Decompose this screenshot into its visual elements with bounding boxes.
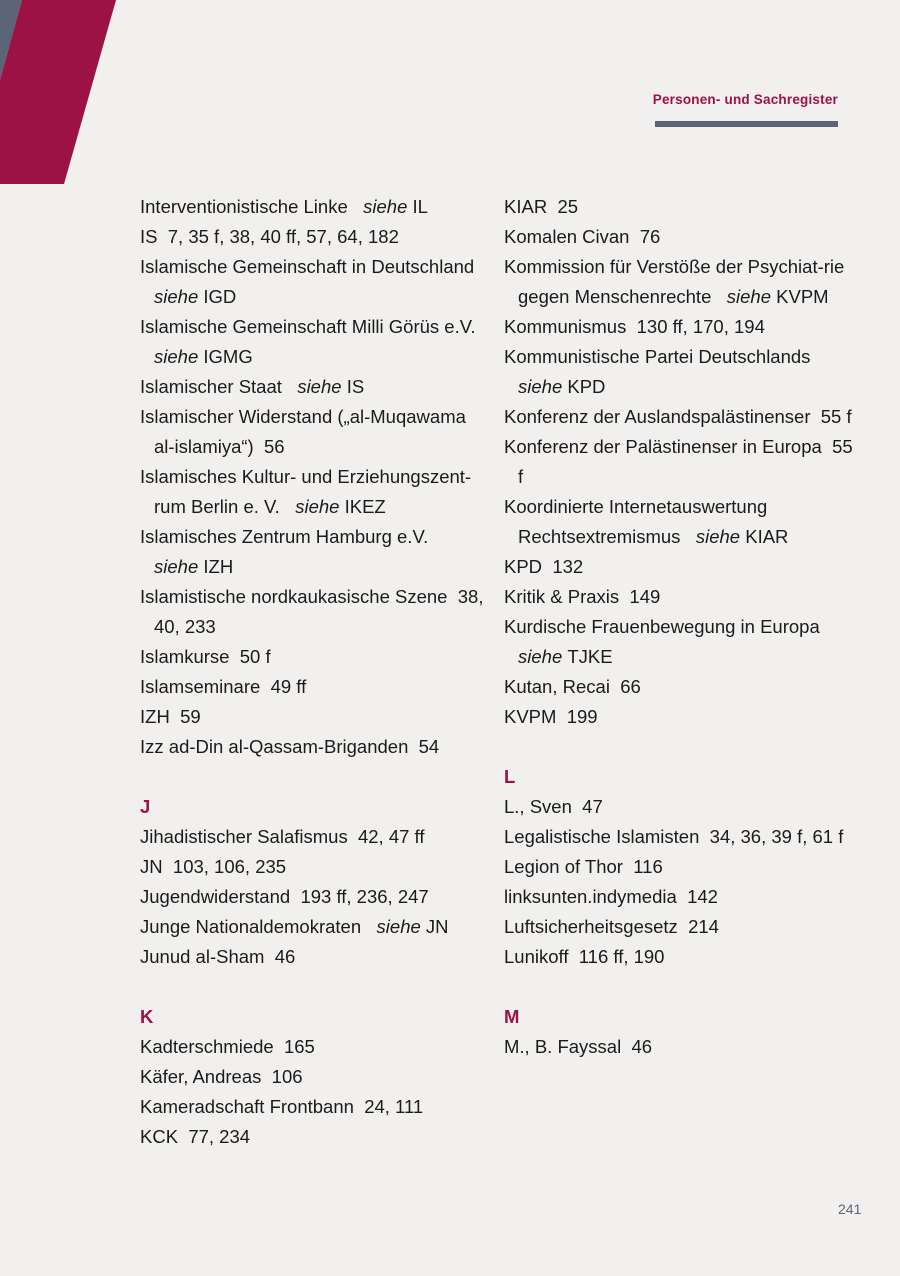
entry-term: Izz ad-Din al-Qassam-Briganden (140, 736, 409, 757)
index-column-left (140, 192, 490, 1152)
see-reference-target: KVPM (776, 286, 829, 307)
entry-pages: 34, 36, 39 f, 61 f (709, 826, 844, 847)
entry-term: Kritik & Praxis (504, 586, 620, 607)
entry-term: Kommunismus (504, 316, 627, 337)
see-reference-target: IS (346, 376, 365, 397)
entry-pages: 38, 40, 233 (154, 586, 484, 637)
index-entry (504, 222, 854, 252)
entry-pages: 149 (629, 586, 661, 607)
entry-term: Kommission für Verstöße der Psychiat-rie gegen Menschenrechte (504, 256, 845, 307)
entry-term: Junud al-Sham (140, 946, 265, 967)
index-entry (140, 1062, 490, 1092)
index-entry (140, 702, 490, 732)
section-letter: L (504, 766, 516, 787)
index-entry (504, 402, 854, 432)
index-entry (504, 942, 854, 972)
entry-term: Lunikoff (504, 946, 569, 967)
entry-term: Legion of Thor (504, 856, 623, 877)
entry-pages: 55 f (820, 406, 852, 427)
index-entry (504, 582, 854, 612)
entry-term: Kutan, Recai (504, 676, 610, 697)
index-entry (504, 432, 854, 492)
entry-pages: 214 (688, 916, 719, 937)
entry-term: KPD (504, 556, 543, 577)
index-entry (140, 912, 490, 942)
entry-pages: 130 ff, 170, 194 (636, 316, 765, 337)
entry-pages: 142 (687, 886, 718, 907)
index-entry (140, 732, 490, 762)
index-entry (140, 312, 490, 372)
see-reference-label: siehe (518, 376, 563, 397)
entry-pages: 165 (283, 1036, 315, 1057)
index-entry (140, 642, 490, 672)
entry-term: Islamkurse (140, 646, 230, 667)
index-entry (140, 942, 490, 972)
entry-pages: 76 (639, 226, 661, 247)
entry-term: Luftsicherheitsgesetz (504, 916, 678, 937)
index-column-right (504, 192, 854, 1062)
index-entry (504, 312, 854, 342)
entry-term: linksunten.indymedia (504, 886, 677, 907)
entry-term: Jugendwiderstand (140, 886, 291, 907)
entry-pages: 106 (271, 1066, 303, 1087)
entry-term: KCK (140, 1126, 179, 1147)
entry-term: Konferenz der Auslandspalästinenser (504, 406, 811, 427)
entry-pages: 46 (631, 1036, 653, 1057)
see-reference-target: IKEZ (344, 496, 386, 517)
entry-pages: 25 (557, 196, 579, 217)
entry-pages: 7, 35 f, 38, 40 ff, 57, 64, 182 (167, 226, 399, 247)
index-entry (504, 882, 854, 912)
see-reference-target: JN (425, 916, 449, 937)
index-entry (504, 252, 854, 312)
index-entry (140, 402, 490, 462)
entry-term: L., Sven (504, 796, 572, 817)
entry-term: Islamischer Staat (140, 376, 282, 397)
index-entry (140, 1122, 490, 1152)
index-entry (504, 1032, 854, 1062)
entry-pages: 59 (180, 706, 201, 727)
see-reference-label: siehe (726, 286, 772, 307)
entry-pages: 56 (263, 436, 285, 457)
see-reference-label: siehe (695, 526, 741, 547)
index-entry (140, 672, 490, 702)
see-reference-target: KIAR (745, 526, 789, 547)
index-entry (504, 702, 854, 732)
entry-term: Kameradschaft Frontbann (140, 1096, 354, 1117)
see-reference-label: siehe (518, 646, 563, 667)
index-entry (140, 852, 490, 882)
entry-pages: 55 f (518, 436, 853, 487)
entry-pages: 42, 47 ff (357, 826, 425, 847)
see-reference-label: siehe (154, 286, 199, 307)
index-entry (504, 912, 854, 942)
index-entry (504, 672, 854, 702)
entry-term: M., B. Fayssal (504, 1036, 622, 1057)
index-entry (140, 462, 490, 522)
section-letter: J (140, 796, 151, 817)
index-entry (140, 192, 490, 222)
entry-pages: 50 f (239, 646, 271, 667)
entry-term: Komalen Civan (504, 226, 630, 247)
index-entry (140, 522, 490, 582)
entry-pages: 77, 234 (188, 1126, 251, 1147)
entry-term: Islamistische nordkaukasische Szene (140, 586, 448, 607)
entry-pages: 24, 111 (364, 1096, 424, 1117)
entry-pages: 47 (582, 796, 603, 817)
entry-term: Konferenz der Palästinenser in Europa (504, 436, 822, 457)
entry-pages: 193 ff, 236, 247 (300, 886, 429, 907)
see-reference-target: IGD (203, 286, 237, 307)
entry-term: Kurdische Frauenbewegung in Europa (504, 616, 820, 637)
page-number: 241 (838, 1201, 862, 1217)
index-entry (140, 222, 490, 252)
entry-pages: 199 (566, 706, 598, 727)
entry-term: Islamseminare (140, 676, 261, 697)
entry-pages: 103, 106, 235 (172, 856, 287, 877)
running-header-title: Personen- und Sachregister (652, 92, 838, 107)
entry-pages: 116 (633, 856, 663, 877)
entry-term: Islamisches Kultur- und Erziehungszent-rum Berlin e. V. (140, 466, 472, 517)
entry-pages: 66 (620, 676, 641, 697)
see-reference-label: siehe (363, 196, 408, 217)
index-entry (504, 612, 854, 672)
index-entry (504, 792, 854, 822)
entry-term: KVPM (504, 706, 557, 727)
entry-term: Käfer, Andreas (140, 1066, 262, 1087)
index-entry (140, 372, 490, 402)
index-entry (140, 822, 490, 852)
see-reference-label: siehe (297, 376, 342, 397)
entry-term: Islamische Gemeinschaft Milli Görüs e.V. (140, 316, 476, 337)
see-reference-target: IZH (203, 556, 234, 577)
index-entry (504, 192, 854, 222)
see-reference-label: siehe (154, 346, 199, 367)
see-reference-label: siehe (376, 916, 421, 937)
index-entry (140, 1032, 490, 1062)
see-reference-label: siehe (295, 496, 340, 517)
see-reference-label: siehe (154, 556, 199, 577)
index-entry (504, 552, 854, 582)
index-entry (140, 252, 490, 312)
entry-pages: 46 (274, 946, 296, 967)
corner-decoration (0, 0, 120, 190)
entry-term: IS (140, 226, 158, 247)
entry-term: Legalistische Islamisten (504, 826, 700, 847)
header-rule (655, 121, 838, 127)
entry-term: Kadterschmiede (140, 1036, 274, 1057)
entry-term: Islamisches Zentrum Hamburg e.V. (140, 526, 429, 547)
entry-term: KIAR (504, 196, 548, 217)
see-reference-target: IL (412, 196, 428, 217)
see-reference-target: KPD (567, 376, 606, 397)
index-entry (140, 1092, 490, 1122)
index-entry (504, 852, 854, 882)
entry-term: Junge Nationaldemokraten (140, 916, 362, 937)
index-entry (140, 582, 490, 642)
entry-pages: 54 (418, 736, 440, 757)
entry-pages: 132 (552, 556, 584, 577)
entry-pages: 116 ff, 190 (578, 946, 665, 967)
entry-term: Islamischer Widerstand („al-Muqawama al-islamiya“) (140, 406, 466, 457)
section-letter: M (504, 1006, 520, 1027)
index-entry (504, 822, 854, 852)
index-entry (140, 882, 490, 912)
entry-term: IZH (140, 706, 170, 727)
see-reference-target: TJKE (567, 646, 613, 667)
entry-term: Koordinierte Internetauswertung Rechtsextremismus (504, 496, 768, 547)
entry-pages: 49 ff (270, 676, 307, 697)
section-letter: K (140, 1006, 154, 1027)
entry-term: Islamische Gemeinschaft in Deutschland (140, 256, 475, 277)
entry-term: Jihadistischer Salafismus (140, 826, 348, 847)
index-entry (504, 342, 854, 402)
entry-term: JN (140, 856, 163, 877)
entry-term: Kommunistische Partei Deutschlands (504, 346, 811, 367)
entry-term: Interventionistische Linke (140, 196, 348, 217)
index-entry (504, 492, 854, 552)
see-reference-target: IGMG (203, 346, 253, 367)
